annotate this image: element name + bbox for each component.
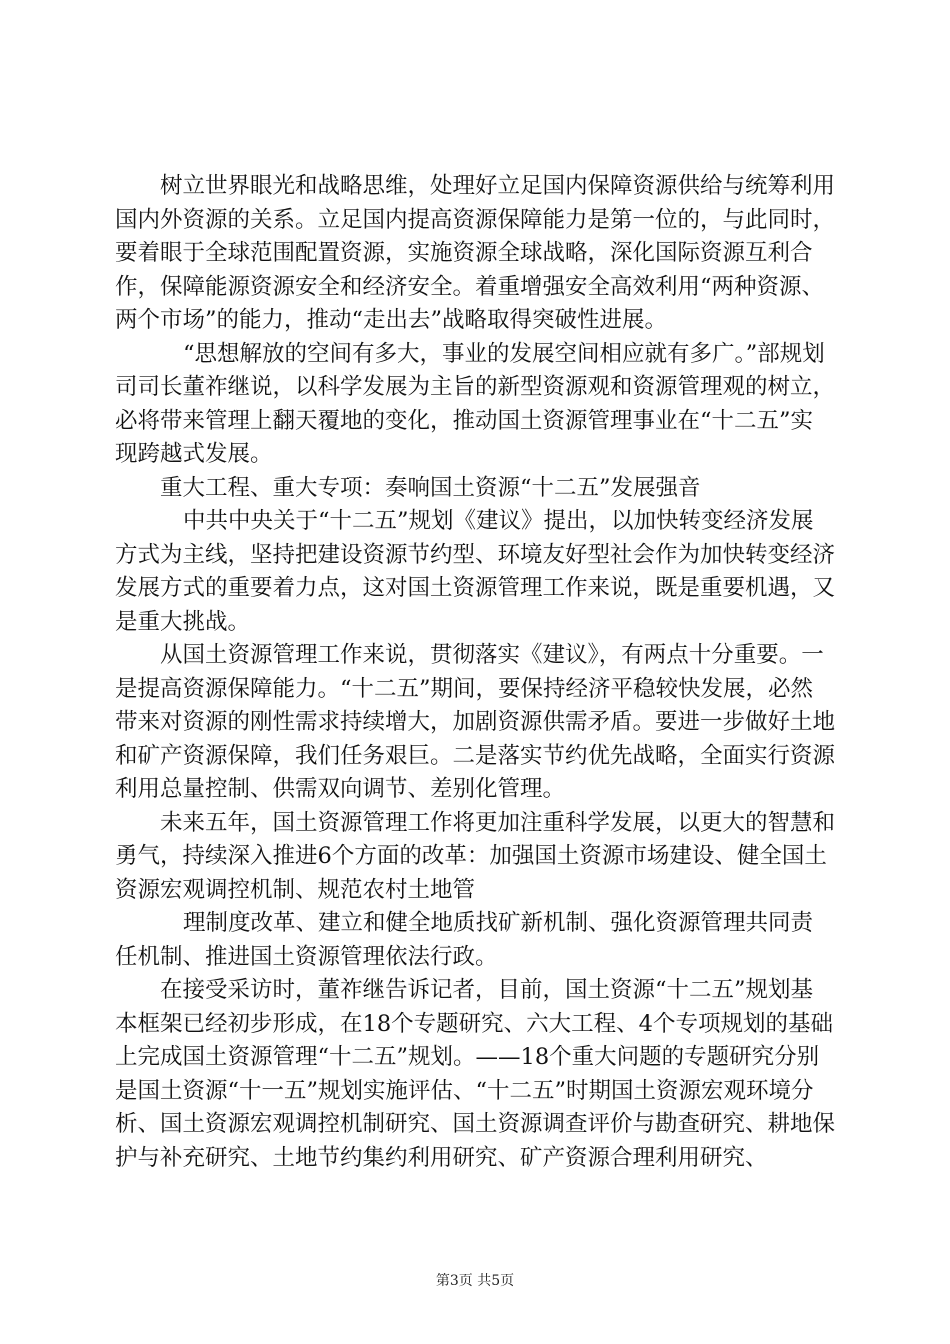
page-number: 第3页 共5页 bbox=[435, 1273, 515, 1289]
document-body bbox=[115, 170, 835, 1175]
paragraph: 从国土资源管理工作来说，贯彻落实《建议》，有两点十分重要。一是提高资源保障能力。“十二五”期间，要保持经济平稳较快发展，必然带来对资源的刚性需求持续增大，加剧资源供需矛盾。要进一步做好土地和矿产资源保障，我们任务艰巨。二是落实节约优先战略，全面实行资源利用总量控制、供需双向调节、差别化管理。 bbox=[115, 642, 836, 802]
section-heading: 重大工程、重大专项：奏响国土资源“十二五”发展强音 bbox=[160, 474, 701, 501]
paragraph: 中共中央关于“十二五”规划《建议》提出，以加快转变经济发展方式为主线，坚持把建设资源节约型、环境友好型社会作为加快转变经济发展方式的重要着力点，这对国土资源管理工作来说，既是重要机遇，又是重大挑战。 bbox=[115, 508, 836, 635]
paragraph: “思想解放的空间有多大，事业的发展空间相应就有多广。”部规划司司长董祚继说，以科学发展为主旨的新型资源观和资源管理观的树立，必将带来管理上翻天覆地的变化，推动国土资源管理事业在“十二五”实现跨越式发展。 bbox=[115, 340, 836, 467]
paragraph: 树立世界眼光和战略思维，处理好立足国内保障资源供给与统筹利用国内外资源的关系。立足国内提高资源保障能力是第一位的，与此同时，要着眼于全球范围配置资源，实施资源全球战略，深化国际资源互利合作，保障能源资源安全和经济安全。着重增强安全高效利用“两种资源、两个市场”的能力，推动“走出去”战略取得突破性进展。 bbox=[115, 173, 836, 333]
paragraph: 理制度改革、建立和健全地质找矿新机制、强化资源管理共同责任机制、推进国土资源管理依法行政。 bbox=[115, 910, 814, 970]
page-footer bbox=[0, 1272, 950, 1290]
paragraph: 未来五年，国土资源管理工作将更加注重科学发展，以更大的智慧和勇气，持续深入推进6个方面的改革：加强国土资源市场建设、健全国土资源宏观调控机制、规范农村土地管 bbox=[115, 809, 836, 903]
paragraph: 在接受采访时，董祚继告诉记者，目前，国土资源“十二五”规划基本框架已经初步形成，在18个专题研究、六大工程、4个专项规划的基础上完成国土资源管理“十二五”规划。——18个重大问题的专题研究分别是国土资源“十一五”规划实施评估、“十二五”时期国土资源宏观环境分析、国土资源宏观调控机制研究、国土资源调查评价与勘查研究、耕地保护与补充研究、土地节约集约利用研究、矿产资源合理利用研究、 bbox=[115, 977, 836, 1171]
